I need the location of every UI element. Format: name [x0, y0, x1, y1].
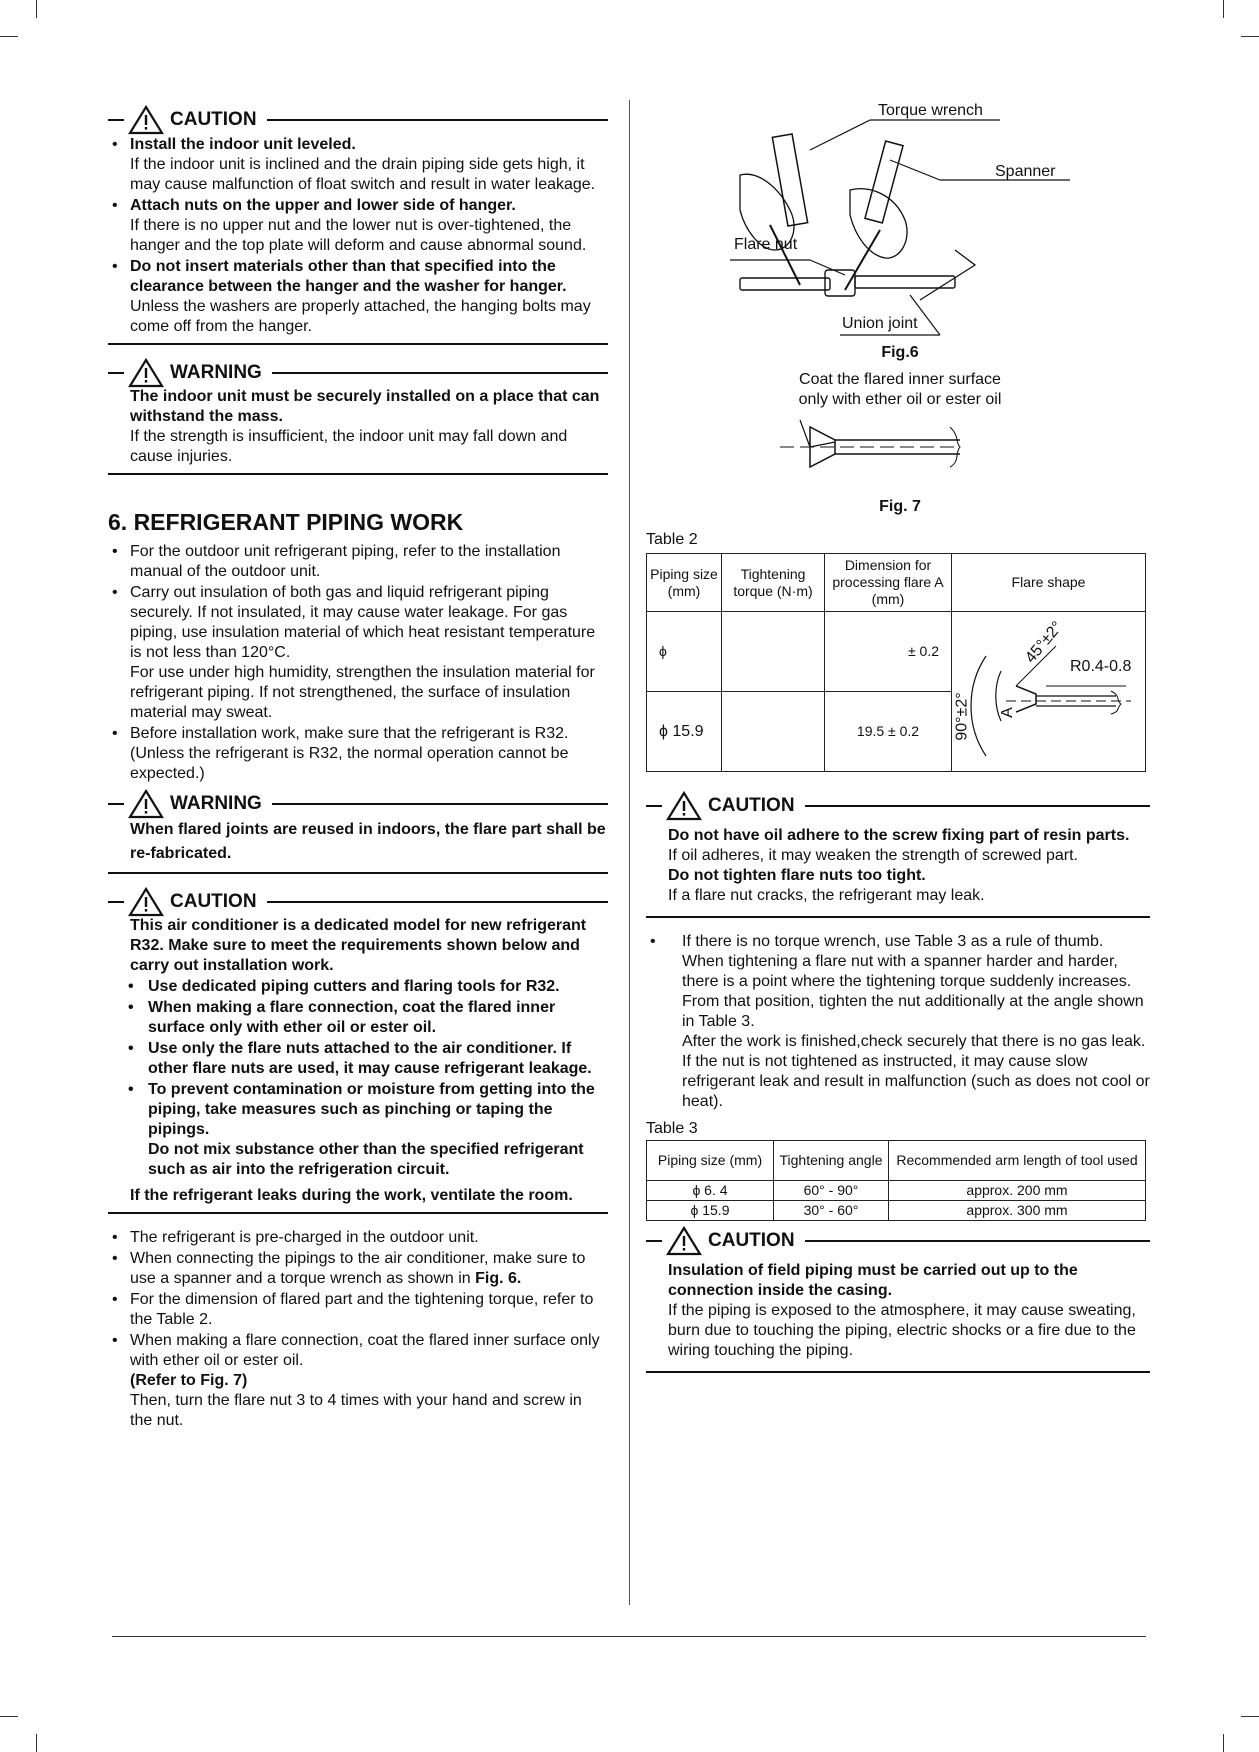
table-3 — [646, 1140, 1146, 1221]
left-column — [108, 100, 608, 1431]
bullet-text: When tightening a flare nut with a spanner harder and harder, there is a point where the tightening torque suddenly increases. — [682, 953, 1132, 990]
list-item — [646, 932, 1150, 1112]
dimension-a-label: A — [998, 707, 1016, 718]
item-title: Do not insert materials other than that specified into the clearance between the hanger and the washer for hanger. — [130, 258, 567, 295]
warning-box-flare — [108, 818, 608, 874]
figure-7 — [650, 370, 1150, 525]
bullet-text: If there is no torque wrench, use Table 3 as a rule of thumb. — [682, 933, 1104, 950]
item-body: If there is no upper nut and the lower nut is over-tightened, the hanger and the top plate will deform and cause abnormal sound. — [130, 217, 587, 254]
bullet-text: After the work is finished,check securely that there is no gas leak. — [682, 1033, 1146, 1050]
table-cell: approx. 200 mm — [889, 1181, 1146, 1201]
table-cell: ϕ 15.9 — [647, 692, 722, 772]
caution-header — [108, 888, 608, 916]
table-row — [647, 1201, 1146, 1221]
bullet-text: Then, turn the flare nut 3 to 4 times with your hand and screw in the nut. — [130, 1392, 582, 1429]
list-item: • The refrigerant is pre-charged in the outdoor unit. — [108, 1228, 608, 1248]
piping-bullets — [108, 1228, 608, 1431]
warning-label: WARNING — [170, 362, 262, 383]
table-cell: 19.5 ± 0.2 — [825, 692, 952, 772]
angle-45-label: 45°±2° — [1022, 618, 1067, 667]
column-divider — [629, 100, 630, 1605]
union-joint-label: Union joint — [842, 315, 918, 332]
figure-6 — [650, 100, 1150, 370]
list-item — [108, 1331, 608, 1431]
torque-note — [646, 932, 1150, 1112]
warning-label: WARNING — [170, 793, 262, 814]
warning-title: The indoor unit must be securely installed on a place that can withstand the mass. — [130, 388, 600, 425]
spanner-label: Spanner — [995, 163, 1056, 180]
bullet-text: From that position, tighten the nut additionally at the angle shown in Table 3. — [682, 993, 1144, 1030]
radius-label: R0.4-0.8 — [1070, 658, 1132, 675]
bullet-text: If the nut is not tightened as instructed, it may cause slow refrigerant leak and result in malfunction (such as does not cool or heat). — [682, 1053, 1150, 1110]
list-item: • Use only the flare nuts attached to the air conditioner. If other flare nuts are used, it may cause refrigerant leakage. — [108, 1039, 608, 1079]
warning-triangle-icon — [128, 789, 164, 819]
header-cell: Recommended arm length of tool used — [889, 1141, 1146, 1181]
flare-nut-label: Flare nut — [734, 236, 798, 253]
list-item — [108, 1249, 608, 1289]
warning-header — [108, 359, 608, 387]
table-cell: ± 0.2 — [825, 612, 952, 692]
table-header-row — [647, 554, 1146, 612]
table-row — [647, 1181, 1146, 1201]
list-item: • Use dedicated piping cutters and flaring tools for R32. — [108, 977, 608, 997]
footer-rule — [112, 1636, 1146, 1637]
header-cell: Piping size (mm) — [647, 1141, 774, 1181]
table-cell: approx. 300 mm — [889, 1201, 1146, 1221]
list-item: • For the dimension of flared part and the tightening torque, refer to the Table 2. — [108, 1290, 608, 1330]
warning-box-mass — [108, 387, 608, 475]
caution-body: If a flare nut cracks, the refrigerant may leak. — [668, 887, 985, 904]
fig-7-note-line-2: only with ether oil or ester oil — [798, 391, 1002, 408]
table-2-label: Table 2 — [646, 531, 698, 548]
bullet-text: When connecting the pipings to the air conditioner, make sure to use a spanner and a torque wrench as shown in — [130, 1250, 586, 1287]
caution-label: CAUTION — [170, 109, 257, 130]
item-body: Unless the washers are properly attached, the hanging bolts may come off from the hanger. — [130, 298, 591, 335]
caution-title: Insulation of field piping must be carried out up to the connection inside the casing. — [668, 1262, 1078, 1299]
table-cell: ϕ 15.9 — [647, 1201, 774, 1221]
list-item: • For the outdoor unit refrigerant piping, refer to the installation manual of the outdoor unit. — [108, 542, 608, 582]
caution-label: CAUTION — [708, 795, 795, 816]
crop-mark — [0, 36, 18, 37]
caution-header — [646, 1227, 1150, 1255]
list-item — [108, 135, 608, 195]
caution-label: CAUTION — [708, 1230, 795, 1251]
bullet-text: To prevent contamination or moisture from getting into the piping, take measures such as pinching or taping the pipings. — [148, 1081, 595, 1138]
header-cell: Dimension for processing flare A (mm) — [825, 554, 952, 612]
table-3-label: Table 3 — [646, 1120, 698, 1137]
header-cell: Tightening torque (N·m) — [722, 554, 825, 612]
warning-header — [108, 790, 608, 818]
caution-outro: If the refrigerant leaks during the work, ventilate the room. — [130, 1187, 573, 1204]
caution-title: Do not have oil adhere to the screw fixing part of resin parts. — [668, 827, 1130, 844]
table-cell: 60° - 90° — [774, 1181, 889, 1201]
table-header-row — [647, 1141, 1146, 1181]
crop-mark — [1223, 1734, 1224, 1752]
crop-mark — [1241, 36, 1259, 37]
warning-triangle-icon — [128, 887, 164, 917]
caution-body: If oil adheres, it may weaken the strength of screwed part. — [668, 847, 1078, 864]
caution-box-r32 — [108, 916, 608, 1214]
table-cell — [722, 692, 825, 772]
caution-intro: This air conditioner is a dedicated model for new refrigerant R32. Make sure to meet the requirements shown below and carry out installation work. — [130, 917, 587, 974]
fig-reference: (Refer to Fig. 7) — [130, 1372, 248, 1389]
list-item — [108, 583, 608, 723]
bullet-text: Carry out insulation of both gas and liquid refrigerant piping securely. If not insulated, it may cause water leakage. For gas piping, use insulation material of which heat resistant temperature is not less than 120°C. — [130, 584, 596, 661]
caution-header — [646, 792, 1150, 820]
warning-triangle-icon — [666, 791, 702, 821]
crop-mark — [36, 0, 37, 18]
crop-mark — [1223, 0, 1224, 18]
caution-title: Do not tighten flare nuts too tight. — [668, 867, 926, 884]
fig-reference: Fig. 6. — [475, 1270, 522, 1287]
fig-7-note-line-1: Coat the flared inner surface — [799, 371, 1001, 388]
warning-body: When flared joints are reused in indoors, the flare part shall be re-fabricated. — [130, 821, 606, 862]
fig-7-caption: Fig. 7 — [879, 498, 921, 515]
warning-triangle-icon — [128, 105, 164, 135]
angle-90-label: 90°±2° — [953, 692, 971, 741]
flare-shape-cell — [952, 612, 1146, 772]
warning-triangle-icon — [128, 358, 164, 388]
list-item — [108, 257, 608, 337]
list-item — [108, 1080, 608, 1180]
caution-box-oil — [646, 820, 1150, 918]
header-cell: Piping size (mm) — [647, 554, 722, 612]
right-column — [646, 100, 1150, 1387]
list-item: • Before installation work, make sure that the refrigerant is R32. (Unless the refrigerant is R32, the normal operation cannot be expected.) — [108, 724, 608, 784]
caution-header — [108, 106, 608, 134]
caution-label: CAUTION — [170, 891, 257, 912]
section-bullets — [108, 542, 608, 784]
flared-pipe-illustration — [650, 412, 1150, 492]
item-title: Install the indoor unit leveled. — [130, 136, 356, 153]
crop-mark — [36, 1734, 37, 1752]
bullet-text: When making a flare connection, coat the flared inner surface only with ether oil or ester oil. — [130, 1332, 600, 1369]
warning-body: If the strength is insufficient, the indoor unit may fall down and cause injuries. — [130, 428, 568, 465]
warning-triangle-icon — [666, 1226, 702, 1256]
table-cell: ϕ 6. 4 — [647, 1181, 774, 1201]
table-cell: 30° - 60° — [774, 1201, 889, 1221]
section-title: 6. REFRIGERANT PIPING WORK — [108, 509, 464, 535]
caution-box-install — [108, 135, 608, 345]
crop-mark — [1241, 1716, 1259, 1717]
list-item — [108, 196, 608, 256]
item-body: If the indoor unit is inclined and the drain piping side gets high, it may cause malfunction of float switch and result in water leakage. — [130, 156, 596, 193]
crop-mark — [0, 1716, 18, 1717]
bullet-text: Do not mix substance other than the specified refrigerant such as air into the refrigeration circuit. — [148, 1141, 584, 1178]
table-cell: ϕ — [647, 612, 722, 692]
table-2 — [646, 553, 1146, 772]
item-title: Attach nuts on the upper and lower side of hanger. — [130, 197, 516, 214]
bullet-text: For use under high humidity, strengthen the insulation material for refrigerant piping. If not strengthened, the surface of insulation material may sweat. — [130, 664, 595, 721]
caution-box-insulation — [646, 1255, 1150, 1373]
header-cell: Flare shape — [952, 554, 1146, 612]
table-row — [647, 612, 1146, 692]
wrench-illustration — [650, 100, 1150, 345]
table-cell — [722, 612, 825, 692]
fig-6-caption: Fig.6 — [881, 344, 919, 361]
caution-body: If the piping is exposed to the atmosphere, it may cause sweating, burn due to touching the piping, electric shocks or a fire due to the wiring touching the piping. — [668, 1302, 1136, 1359]
torque-wrench-label: Torque wrench — [878, 102, 983, 119]
header-cell: Tightening angle — [774, 1141, 889, 1181]
list-item: • When making a flare connection, coat the flared inner surface only with ether oil or ester oil. — [108, 998, 608, 1038]
